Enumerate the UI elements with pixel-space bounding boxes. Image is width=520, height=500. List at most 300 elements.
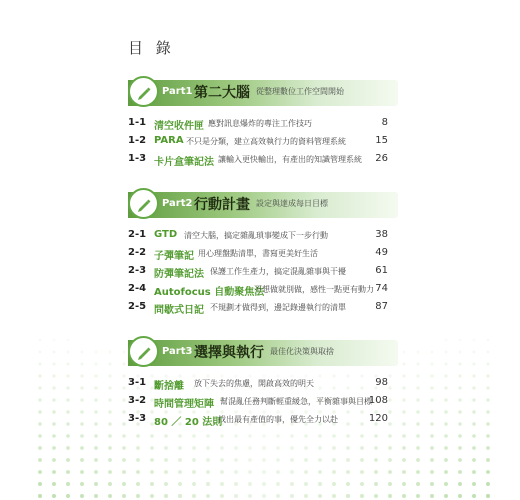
decor-dot [346,494,350,498]
part-subtitle: 最佳化決策與取捨 [270,347,334,356]
entry-description: 不規劃才做得到，邊記錄邊執行的清單 [210,303,346,312]
part-subtitle: 設定與達成每日目標 [256,199,328,208]
decor-dot [444,494,448,498]
entry-number: 2-4 [128,283,147,294]
decor-dot [430,470,434,474]
decor-dot [206,494,210,498]
decor-dot [220,494,224,498]
decor-dot [487,339,490,342]
entry-description: 找出最有產值的事，優先全力以赴 [218,415,338,424]
entry-title: 時間管理矩陣 [154,399,214,410]
entry-number: 2-5 [128,301,147,312]
decor-dot [94,362,97,365]
decor-dot [416,494,420,498]
entry-page: 8 [381,117,388,128]
decor-dot [192,458,196,462]
toc-entry[interactable] [128,282,388,298]
decor-dot [108,398,111,401]
entry-number: 2-2 [128,247,147,258]
decor-dot [122,350,125,353]
decor-dot [122,398,125,401]
entry-title: 清空收件匣 [154,121,204,132]
decor-dot [66,350,69,353]
part-1-section [128,80,398,168]
decor-dot [38,458,42,462]
toc-entry[interactable] [128,264,388,280]
decor-dot [53,339,56,342]
entry-page: 38 [375,229,388,240]
entry-description: 幫混亂任務判斷輕重緩急，平衡雜事與目標 [220,397,372,406]
decor-dot [472,494,476,498]
decor-dot [332,482,336,486]
decor-dot [80,422,84,426]
decor-dot [318,482,322,486]
decor-dot [108,422,112,426]
decor-dot [80,386,83,389]
decor-dot [290,458,294,462]
part-2-header [128,192,398,218]
decor-dot [402,458,406,462]
decor-dot [402,446,406,450]
part-title: 行動計畫 [194,197,250,213]
decor-dot [402,494,406,498]
decor-dot [108,494,112,498]
decor-dot [430,398,433,401]
decor-dot [472,422,476,426]
decor-dot [67,339,70,342]
decor-dot [430,482,434,486]
decor-dot [178,458,182,462]
decor-dot [290,482,294,486]
decor-dot [458,446,462,450]
decor-dot [66,458,70,462]
decor-dot [346,434,350,438]
decor-dot [276,446,280,450]
decor-dot [94,350,97,353]
decor-dot [206,446,210,450]
decor-dot [220,434,224,438]
decor-dot [472,470,476,474]
decor-dot [444,446,448,450]
entry-number: 1-2 [128,135,147,146]
decor-dot [444,458,448,462]
decor-dot [80,374,83,377]
decor-dot [178,434,182,438]
decor-dot [458,434,462,438]
decor-dot [276,434,280,438]
decor-dot [192,494,196,498]
decor-dot [262,494,266,498]
decor-dot [318,446,322,450]
decor-dot [52,494,56,498]
decor-dot [38,398,41,401]
decor-dot [52,386,55,389]
toc-entry[interactable] [128,300,388,316]
decor-dot [332,470,336,474]
decor-dot [444,386,447,389]
decor-dot [94,422,98,426]
decor-dot [52,434,56,438]
decor-dot [150,470,154,474]
decor-dot [374,446,378,450]
decor-dot [66,494,70,498]
decor-dot [458,398,461,401]
decor-dot [38,434,42,438]
decor-dot [38,350,41,353]
decor-dot [80,494,84,498]
decor-dot [388,446,392,450]
toc-entry[interactable] [128,394,388,410]
decor-dot [52,446,56,450]
decor-dot [262,458,266,462]
decor-dot [360,446,364,450]
decor-dot [304,446,308,450]
decor-dot [374,470,378,474]
decor-dot [402,422,406,426]
entry-number: 2-3 [128,265,147,276]
decor-dot [374,434,378,438]
decor-dot [52,374,55,377]
decor-dot [472,434,476,438]
decor-dot [164,482,168,486]
decor-dot [290,494,294,498]
part-number: Part1 [162,86,193,97]
decor-dot [276,494,280,498]
decor-dot [164,434,168,438]
decor-dot [38,410,41,413]
decor-dot [444,482,448,486]
decor-dot [52,410,55,413]
decor-dot [66,446,70,450]
decor-dot [458,374,461,377]
decor-dot [360,434,364,438]
decor-dot [178,494,182,498]
decor-dot [486,386,489,389]
decor-dot [66,386,69,389]
decor-dot [374,494,378,498]
entry-page: 15 [375,135,388,146]
decor-dot [360,482,364,486]
decor-dot [136,434,140,438]
decor-dot [94,494,98,498]
decor-dot [332,446,336,450]
entry-page: 98 [375,377,388,388]
decor-dot [122,422,126,426]
decor-dot [290,434,294,438]
decor-dot [94,410,97,413]
decor-dot [318,458,322,462]
decor-dot [486,470,490,474]
decor-dot [388,470,392,474]
decor-dot [346,470,350,474]
decor-dot [122,374,125,377]
decor-dot [136,482,140,486]
toc-entry[interactable] [128,228,388,244]
decor-dot [472,482,476,486]
decor-dot [472,362,475,365]
decor-dot [206,470,210,474]
entry-page: 74 [375,283,388,294]
decor-dot [66,470,70,474]
decor-dot [192,482,196,486]
decor-dot [473,339,476,342]
decor-dot [318,470,322,474]
part-3-section [128,340,398,428]
decor-dot [388,422,392,426]
decor-dot [276,458,280,462]
decor-dot [164,470,168,474]
entry-title: 防彈筆記法 [154,269,204,280]
part-number: Part2 [162,198,193,209]
toc-entry[interactable] [128,116,388,132]
decor-dot [486,410,489,413]
decor-dot [38,446,42,450]
decor-dot [122,434,126,438]
decor-dot [402,482,406,486]
decor-dot [472,446,476,450]
decor-dot [486,374,489,377]
decor-dot [459,339,462,342]
entry-number: 1-1 [128,117,147,128]
decor-dot [164,458,168,462]
decor-dot [108,362,111,365]
decor-dot [360,458,364,462]
decor-dot [108,458,112,462]
decor-dot [122,482,126,486]
decor-dot [94,386,97,389]
decor-dot [318,494,322,498]
decor-dot [108,470,112,474]
entry-page: 49 [375,247,388,258]
decor-dot [346,482,350,486]
decor-dot [52,470,56,474]
entry-title: 卡片盒筆記法 [154,157,214,168]
part-2-section [128,192,398,316]
decor-dot [52,422,56,426]
decor-dot [52,458,56,462]
decor-dot [430,434,434,438]
decor-dot [416,458,420,462]
decor-dot [346,458,350,462]
decor-dot [486,350,489,353]
decor-dot [472,374,475,377]
toc-entry[interactable] [128,412,388,428]
decor-dot [66,398,69,401]
decor-dot [332,494,336,498]
decor-dot [39,339,42,342]
entry-title: 子彈筆記 [154,251,194,262]
decor-dot [444,374,447,377]
pen-icon [128,76,159,107]
decor-dot [122,362,125,365]
decor-dot [164,494,168,498]
decor-dot [430,386,433,389]
entry-page: 87 [375,301,388,312]
decor-dot [430,374,433,377]
decor-dot [150,458,154,462]
decor-dot [402,362,405,365]
decor-dot [290,470,294,474]
decor-dot [164,446,168,450]
toc-entry[interactable] [128,376,388,392]
decor-dot [402,374,405,377]
decor-dot [486,398,489,401]
decor-dot [38,470,42,474]
decor-dot [458,350,461,353]
decor-dot [150,446,154,450]
part-title: 第二大腦 [194,85,250,101]
decor-dot [122,470,126,474]
decor-dot [402,410,405,413]
toc-entry[interactable] [128,152,388,168]
decor-dot [220,446,224,450]
decor-dot [416,470,420,474]
decor-dot [402,470,406,474]
decor-dot [66,362,69,365]
entry-number: 2-1 [128,229,147,240]
decor-dot [80,434,84,438]
entry-page: 61 [375,265,388,276]
page-title: 目 錄 [128,39,175,57]
decor-dot [388,410,391,413]
decor-dot [52,350,55,353]
decor-dot [444,398,447,401]
decor-dot [136,446,140,450]
entry-description: 讓輸入更快輸出，有產出的知識管理系統 [218,155,362,164]
decor-dot [360,470,364,474]
decor-dot [318,434,322,438]
decor-dot [206,434,210,438]
decor-dot [108,482,112,486]
decor-dot [52,482,56,486]
decor-dot [430,410,433,413]
decor-dot [430,350,433,353]
decor-dot [472,398,475,401]
decor-dot [458,494,462,498]
decor-dot [52,398,55,401]
decor-dot [276,470,280,474]
decor-dot [486,494,490,498]
decor-dot [458,386,461,389]
decor-dot [458,482,462,486]
pen-icon [128,188,159,219]
entry-number: 3-3 [128,413,147,424]
decor-dot [416,410,419,413]
decor-dot [108,434,112,438]
decor-dot [220,482,224,486]
pen-icon [128,336,159,367]
decor-dot [80,446,84,450]
entry-title: PARA [154,135,184,146]
decor-dot [66,410,69,413]
decor-dot [430,494,434,498]
entry-number: 3-1 [128,377,147,388]
part-number: Part3 [162,346,193,357]
decor-dot [388,386,391,389]
entry-title: Autofocus 自動聚焦法 [154,287,265,298]
decor-dot [388,458,392,462]
decor-dot [248,494,252,498]
part-3-header [128,340,398,366]
decor-dot [66,434,70,438]
decor-dot [430,362,433,365]
entry-description: 不只是分類，建立高效執行力的資料管理系統 [186,137,346,146]
decor-dot [416,482,420,486]
entry-description: 用心理盤點清單，書寫更美好生活 [198,249,318,258]
decor-dot [416,434,420,438]
decor-dot [206,482,210,486]
decor-dot [262,446,266,450]
decor-dot [94,470,98,474]
entry-description: 應對訊息爆炸的專注工作技巧 [208,119,312,128]
decor-dot [458,458,462,462]
decor-dot [80,470,84,474]
decor-dot [108,386,111,389]
decor-dot [458,410,461,413]
decor-dot [416,422,420,426]
decor-dot [486,434,490,438]
decor-dot [248,446,252,450]
decor-dot [444,362,447,365]
decor-dot [122,446,126,450]
entry-description: 不想做就別做，感性一點更有動力 [254,285,374,294]
decor-dot [94,398,97,401]
decor-dot [388,398,391,401]
decor-dot [122,458,126,462]
toc-entry[interactable] [128,134,388,150]
decor-dot [248,470,252,474]
decor-dot [108,410,111,413]
decor-dot [248,434,252,438]
decor-dot [234,482,238,486]
decor-dot [388,434,392,438]
entry-title: GTD [154,229,178,240]
decor-dot [94,458,98,462]
decor-dot [444,422,448,426]
decor-dot [38,422,42,426]
decor-dot [416,386,419,389]
decor-dot [332,434,336,438]
decor-dot [472,386,475,389]
decor-dot [304,434,308,438]
decor-dot [458,470,462,474]
decor-dot [262,470,266,474]
decor-dot [234,446,238,450]
decor-dot [430,446,434,450]
decor-dot [416,446,420,450]
decor-dot [374,482,378,486]
toc-entry[interactable] [128,246,388,262]
decor-dot [136,470,140,474]
decor-dot [80,398,83,401]
decor-dot [234,494,238,498]
decor-dot [178,482,182,486]
decor-dot [94,482,98,486]
decor-dot [192,470,196,474]
decor-dot [486,482,490,486]
decor-dot [192,446,196,450]
decor-dot [416,374,419,377]
decor-dot [38,482,42,486]
entry-description: 清空大腦，搞定雜亂瑣事變成下一步行動 [184,231,328,240]
entry-number: 1-3 [128,153,147,164]
entry-page: 108 [368,395,388,406]
decor-dot [304,458,308,462]
decor-dot [458,362,461,365]
decor-dot [122,494,126,498]
decor-dot [430,422,434,426]
decor-dot [388,374,391,377]
